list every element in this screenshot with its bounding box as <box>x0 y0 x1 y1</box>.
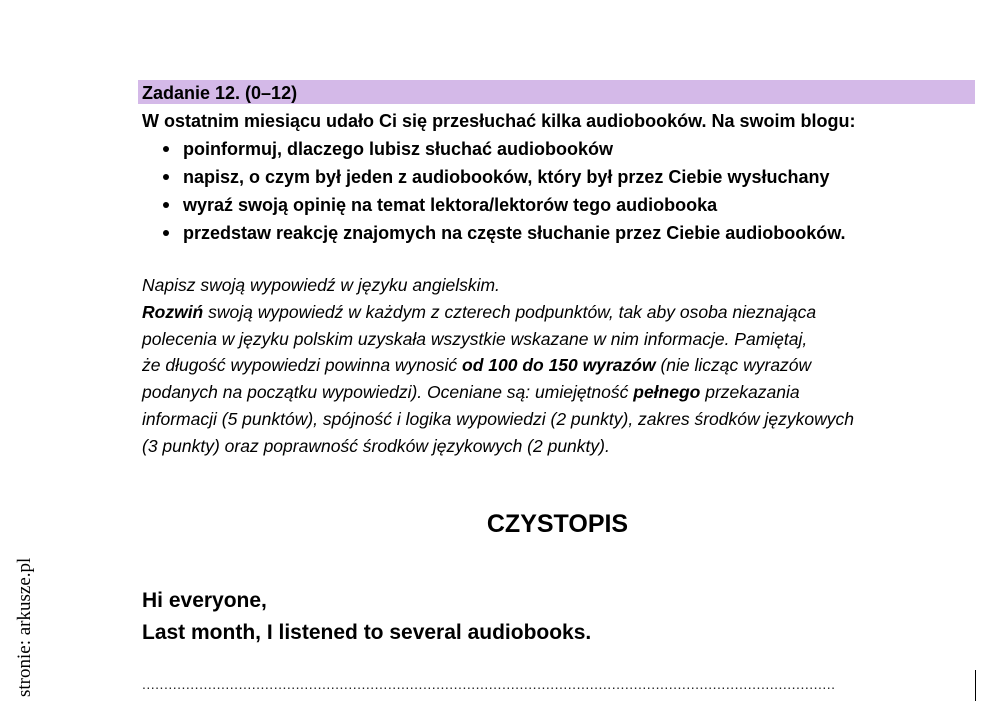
instruction-line: polecenia w języku polskim uzyskała wszystkie wskazane w nim informacje. Pamiętaj, <box>142 328 808 349</box>
instruction-line: (3 punkty) oraz poprawność środków językowych (2 punkty). <box>142 435 610 456</box>
answer-greeting: Hi everyone, <box>142 589 267 612</box>
watermark: stronie: arkusze.pl <box>14 557 35 697</box>
task-bullet-item <box>142 221 846 249</box>
section-title: CZYSTOPIS <box>486 510 629 538</box>
bullet-icon <box>163 230 169 236</box>
margin-rule <box>975 670 976 701</box>
bullet-text: poinformuj, dlaczego lubisz słuchać audiobooków <box>183 139 614 159</box>
task-header: Zadanie 12. (0–12) <box>138 80 975 104</box>
instruction-line <box>142 379 972 406</box>
task-bullet-item <box>142 137 846 165</box>
instruction-text: podanych na początku wypowiedzi). Oceniane są: umiejętność <box>142 382 634 403</box>
instructions <box>142 272 972 460</box>
bullet-icon <box>163 146 169 152</box>
emphasis-text: pełnego <box>633 382 701 403</box>
emphasis-text: od 100 do 150 wyrazów <box>462 355 656 376</box>
bullet-text: przedstaw reakcję znajomych na częste słuchanie przez Ciebie audiobooków. <box>183 223 846 243</box>
instruction-text: że długość wypowiedzi powinna wynosić <box>142 355 463 376</box>
bullet-text: napisz, o czym był jeden z audiobooków, który był przez Ciebie wysłuchany <box>183 167 830 187</box>
instruction-text: (nie licząc wyrazów <box>655 355 812 376</box>
answer-start <box>142 585 591 649</box>
instruction-line: Napisz swoją wypowiedź w języku angielskim. <box>142 275 500 295</box>
bullet-text: wyraź swoją opinię na temat lektora/lektorów tego audiobooka <box>183 195 718 215</box>
task-bullet-list <box>142 137 846 249</box>
answer-dotted-line: .............................................................................................................................................................. <box>142 676 836 692</box>
instruction-line <box>142 352 972 379</box>
task-bullet-item <box>142 165 846 193</box>
bullet-icon <box>163 202 169 208</box>
instruction-text: przekazania <box>700 382 800 403</box>
emphasis-text: Rozwiń <box>142 301 204 322</box>
answer-opening: Last month, I listened to several audiobooks. <box>142 621 592 644</box>
instruction-text: swoją wypowiedź w każdym z czterech podpunktów, tak aby osoba nieznająca <box>203 301 817 322</box>
task-intro: W ostatnim miesiącu udało Ci się przesłuchać kilka audiobooków. Na swoim blogu: <box>142 111 856 131</box>
task-bullet-item <box>142 193 846 221</box>
instruction-line: informacji (5 punktów), spójność i logika wypowiedzi (2 punkty), zakres środków językowych <box>142 408 854 429</box>
bullet-icon <box>163 174 169 180</box>
instruction-line <box>142 299 972 326</box>
